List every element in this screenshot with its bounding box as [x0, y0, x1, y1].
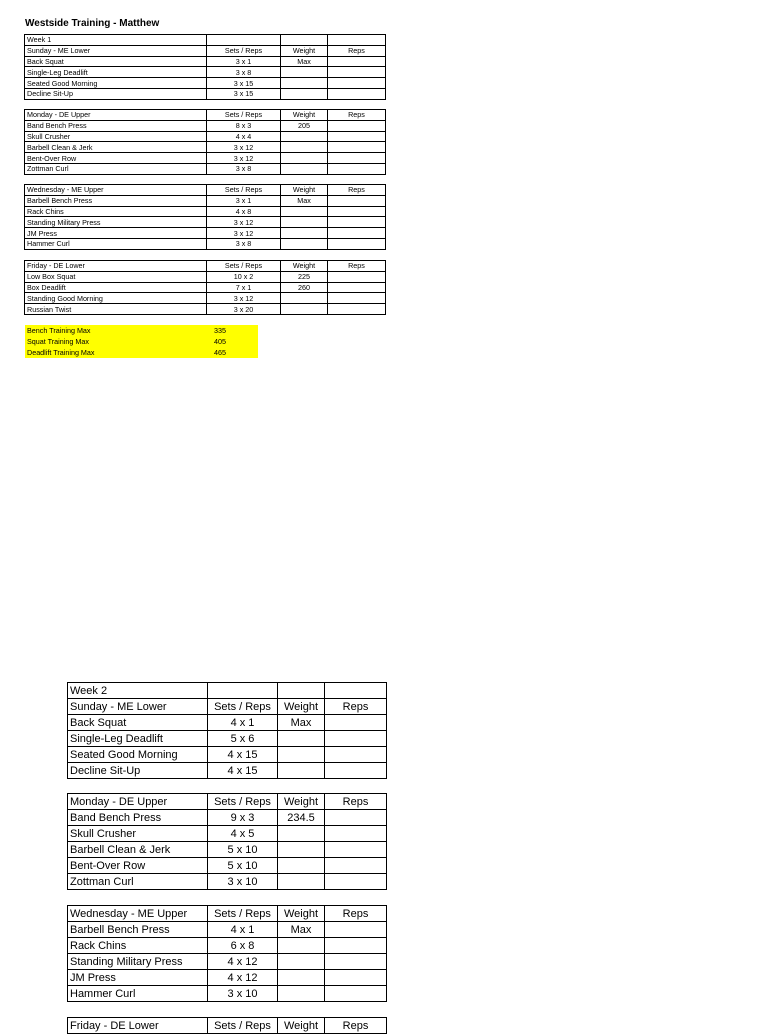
reps-cell [328, 88, 386, 99]
table-row [25, 153, 386, 164]
table-row [68, 810, 387, 826]
day-label: Monday - DE Upper [68, 794, 208, 810]
table-row [25, 142, 386, 153]
sets-cell: 4 x 12 [208, 970, 278, 986]
table-header-row [68, 794, 387, 810]
sets-cell: 4 x 5 [208, 826, 278, 842]
week-label: Week 1 [25, 35, 207, 46]
training-max-value: 465 [214, 348, 226, 357]
weight-cell [278, 731, 325, 747]
sets-cell: 4 x 4 [207, 131, 281, 142]
weight-cell [278, 763, 325, 779]
exercise-cell: Standing Military Press [25, 217, 207, 228]
exercise-cell: Barbell Clean & Jerk [68, 842, 208, 858]
reps-cell [328, 153, 386, 164]
training-max-row [25, 347, 258, 358]
table-row [68, 970, 387, 986]
weight-cell [278, 826, 325, 842]
table-row [25, 35, 386, 46]
exercise-cell: JM Press [25, 228, 207, 239]
week1-friday-table [24, 260, 386, 315]
col-header: Weight [278, 794, 325, 810]
table-row [25, 206, 386, 217]
table-row [68, 842, 387, 858]
table-row [25, 88, 386, 99]
col-header: Sets / Reps [208, 699, 278, 715]
reps-cell [328, 195, 386, 206]
reps-cell [328, 271, 386, 282]
sets-cell: 4 x 1 [208, 715, 278, 731]
exercise-cell: Russian Twist [25, 304, 207, 315]
exercise-cell: Back Squat [25, 56, 207, 67]
col-header: Weight [278, 699, 325, 715]
exercise-cell: Low Box Squat [25, 271, 207, 282]
weight-cell [281, 228, 328, 239]
col-header: Weight [281, 185, 328, 196]
reps-cell [325, 874, 387, 890]
exercise-cell: Zottman Curl [68, 874, 208, 890]
week2-sunday-table [67, 682, 387, 779]
reps-cell [325, 970, 387, 986]
col-header: Reps [328, 110, 386, 121]
weight-cell [281, 88, 328, 99]
exercise-cell: Box Deadlift [25, 282, 207, 293]
reps-cell [328, 238, 386, 249]
day-label: Wednesday - ME Upper [68, 906, 208, 922]
weight-cell: Max [281, 195, 328, 206]
table-row [68, 683, 387, 699]
table-header-row [25, 261, 386, 272]
reps-cell [328, 304, 386, 315]
exercise-cell: Barbell Bench Press [25, 195, 207, 206]
col-header: Reps [325, 794, 387, 810]
col-header: Sets / Reps [207, 261, 281, 272]
reps-cell [325, 986, 387, 1002]
exercise-cell: Bent-Over Row [68, 858, 208, 874]
day-label: Friday - DE Lower [68, 1018, 208, 1034]
weight-cell [278, 874, 325, 890]
reps-cell [328, 228, 386, 239]
table-row [25, 282, 386, 293]
table-row [68, 747, 387, 763]
weight-cell [278, 954, 325, 970]
training-max-value: 335 [214, 326, 226, 335]
training-max-label: Deadlift Training Max [27, 348, 95, 357]
exercise-cell: JM Press [68, 970, 208, 986]
week2-friday-table [67, 1017, 387, 1034]
sets-cell: 3 x 15 [207, 78, 281, 89]
weight-cell: 234.5 [278, 810, 325, 826]
week2-wednesday-table [67, 905, 387, 1002]
weight-cell [281, 163, 328, 174]
weight-cell [278, 747, 325, 763]
sets-cell: 5 x 10 [208, 842, 278, 858]
weight-cell [281, 238, 328, 249]
reps-cell [328, 282, 386, 293]
reps-cell [328, 120, 386, 131]
table-header-row [68, 699, 387, 715]
col-header: Sets / Reps [207, 185, 281, 196]
col-header: Sets / Reps [207, 45, 281, 56]
reps-cell [328, 163, 386, 174]
week1-sunday-table [24, 34, 386, 100]
weight-cell [281, 293, 328, 304]
col-header: Weight [278, 1018, 325, 1034]
reps-cell [325, 954, 387, 970]
exercise-cell: Zottman Curl [25, 163, 207, 174]
exercise-cell: Single-Leg Deadlift [68, 731, 208, 747]
col-header: Weight [278, 906, 325, 922]
col-header: Reps [328, 185, 386, 196]
sets-cell: 3 x 12 [207, 228, 281, 239]
sets-cell: 4 x 12 [208, 954, 278, 970]
exercise-cell: Barbell Bench Press [68, 922, 208, 938]
reps-cell [328, 78, 386, 89]
weight-cell [281, 67, 328, 78]
reps-cell [328, 142, 386, 153]
weight-cell [281, 153, 328, 164]
weight-cell [278, 938, 325, 954]
weight-cell: Max [278, 922, 325, 938]
exercise-cell: Seated Good Morning [25, 78, 207, 89]
table-row [68, 938, 387, 954]
sets-cell: 3 x 8 [207, 67, 281, 78]
weight-cell [281, 78, 328, 89]
exercise-cell: Barbell Clean & Jerk [25, 142, 207, 153]
reps-cell [325, 715, 387, 731]
reps-cell [325, 810, 387, 826]
exercise-cell: Back Squat [68, 715, 208, 731]
table-row [25, 217, 386, 228]
table-row [68, 922, 387, 938]
sets-cell: 3 x 1 [207, 195, 281, 206]
sets-cell: 4 x 1 [208, 922, 278, 938]
training-max-row [25, 336, 258, 347]
table-row [68, 986, 387, 1002]
day-label: Sunday - ME Lower [68, 699, 208, 715]
table-row [68, 715, 387, 731]
reps-cell [325, 938, 387, 954]
exercise-cell: Skull Crusher [68, 826, 208, 842]
reps-cell [328, 131, 386, 142]
weight-cell [278, 986, 325, 1002]
weight-cell: 260 [281, 282, 328, 293]
col-header: Sets / Reps [207, 110, 281, 121]
col-header: Weight [281, 45, 328, 56]
table-header-row [25, 185, 386, 196]
table-row [68, 858, 387, 874]
day-label: Wednesday - ME Upper [25, 185, 207, 196]
exercise-cell: Single-Leg Deadlift [25, 67, 207, 78]
exercise-cell: Hammer Curl [68, 986, 208, 1002]
weight-cell: Max [281, 56, 328, 67]
reps-cell [325, 858, 387, 874]
weight-cell: 205 [281, 120, 328, 131]
col-header: Sets / Reps [208, 1018, 278, 1034]
col-header: Reps [325, 1018, 387, 1034]
sets-cell: 3 x 12 [207, 142, 281, 153]
table-header-row [25, 110, 386, 121]
sets-cell: 4 x 15 [208, 763, 278, 779]
sets-cell: 3 x 10 [208, 986, 278, 1002]
week-label: Week 2 [68, 683, 208, 699]
table-row [25, 293, 386, 304]
col-header: Weight [281, 261, 328, 272]
day-label: Monday - DE Upper [25, 110, 207, 121]
table-row [25, 195, 386, 206]
col-header: Reps [328, 45, 386, 56]
sets-cell: 5 x 10 [208, 858, 278, 874]
col-header: Sets / Reps [208, 906, 278, 922]
reps-cell [328, 217, 386, 228]
sets-cell: 10 x 2 [207, 271, 281, 282]
table-row [25, 271, 386, 282]
table-row [25, 120, 386, 131]
weight-cell [281, 206, 328, 217]
exercise-cell: Bent-Over Row [25, 153, 207, 164]
exercise-cell: Standing Military Press [68, 954, 208, 970]
table-row [68, 731, 387, 747]
exercise-cell: Decline Sit-Up [68, 763, 208, 779]
sets-cell: 3 x 1 [207, 56, 281, 67]
sets-cell: 3 x 12 [207, 293, 281, 304]
reps-cell [325, 731, 387, 747]
table-header-row [68, 1018, 387, 1034]
weight-cell [278, 970, 325, 986]
exercise-cell: Seated Good Morning [68, 747, 208, 763]
reps-cell [325, 763, 387, 779]
week1-wednesday-table [24, 184, 386, 250]
table-row [25, 304, 386, 315]
sets-cell: 7 x 1 [207, 282, 281, 293]
weight-cell [281, 131, 328, 142]
exercise-cell: Decline Sit-Up [25, 88, 207, 99]
weight-cell [281, 304, 328, 315]
reps-cell [325, 747, 387, 763]
col-header: Reps [328, 261, 386, 272]
table-row [25, 131, 386, 142]
training-max-row [25, 325, 258, 336]
reps-cell [328, 206, 386, 217]
weight-cell [278, 858, 325, 874]
table-row [25, 67, 386, 78]
sets-cell: 3 x 10 [208, 874, 278, 890]
weight-cell [278, 842, 325, 858]
sets-cell: 3 x 12 [207, 217, 281, 228]
exercise-cell: Skull Crusher [25, 131, 207, 142]
reps-cell [325, 922, 387, 938]
reps-cell [328, 293, 386, 304]
training-max-block [25, 325, 258, 358]
weight-cell: 225 [281, 271, 328, 282]
weight-cell [281, 217, 328, 228]
sets-cell: 6 x 8 [208, 938, 278, 954]
sets-cell: 3 x 8 [207, 163, 281, 174]
sets-cell: 3 x 8 [207, 238, 281, 249]
week1-monday-table [24, 109, 386, 175]
weight-cell: Max [278, 715, 325, 731]
exercise-cell: Rack Chins [68, 938, 208, 954]
table-row [25, 78, 386, 89]
table-row [25, 56, 386, 67]
weight-cell [281, 142, 328, 153]
col-header: Reps [325, 906, 387, 922]
table-row [68, 763, 387, 779]
table-row [68, 826, 387, 842]
col-header: Weight [281, 110, 328, 121]
table-row [68, 954, 387, 970]
reps-cell [325, 826, 387, 842]
table-row [25, 163, 386, 174]
training-max-value: 405 [214, 337, 226, 346]
col-header: Sets / Reps [208, 794, 278, 810]
exercise-cell: Standing Good Morning [25, 293, 207, 304]
exercise-cell: Band Bench Press [68, 810, 208, 826]
day-label: Sunday - ME Lower [25, 45, 207, 56]
table-row [25, 228, 386, 239]
sets-cell: 8 x 3 [207, 120, 281, 131]
reps-cell [325, 842, 387, 858]
sets-cell: 4 x 15 [208, 747, 278, 763]
table-header-row [68, 906, 387, 922]
sets-cell: 3 x 12 [207, 153, 281, 164]
sets-cell: 5 x 6 [208, 731, 278, 747]
sets-cell: 4 x 8 [207, 206, 281, 217]
reps-cell [328, 56, 386, 67]
col-header: Reps [325, 699, 387, 715]
exercise-cell: Rack Chins [25, 206, 207, 217]
sets-cell: 3 x 20 [207, 304, 281, 315]
table-row [25, 238, 386, 249]
reps-cell [328, 67, 386, 78]
week2-monday-table [67, 793, 387, 890]
table-header-row [25, 45, 386, 56]
exercise-cell: Band Bench Press [25, 120, 207, 131]
training-max-label: Squat Training Max [27, 337, 89, 346]
document-title: Westside Training - Matthew [25, 18, 160, 29]
sets-cell: 9 x 3 [208, 810, 278, 826]
training-max-label: Bench Training Max [27, 326, 91, 335]
table-row [68, 874, 387, 890]
exercise-cell: Hammer Curl [25, 238, 207, 249]
sets-cell: 3 x 15 [207, 88, 281, 99]
day-label: Friday - DE Lower [25, 261, 207, 272]
